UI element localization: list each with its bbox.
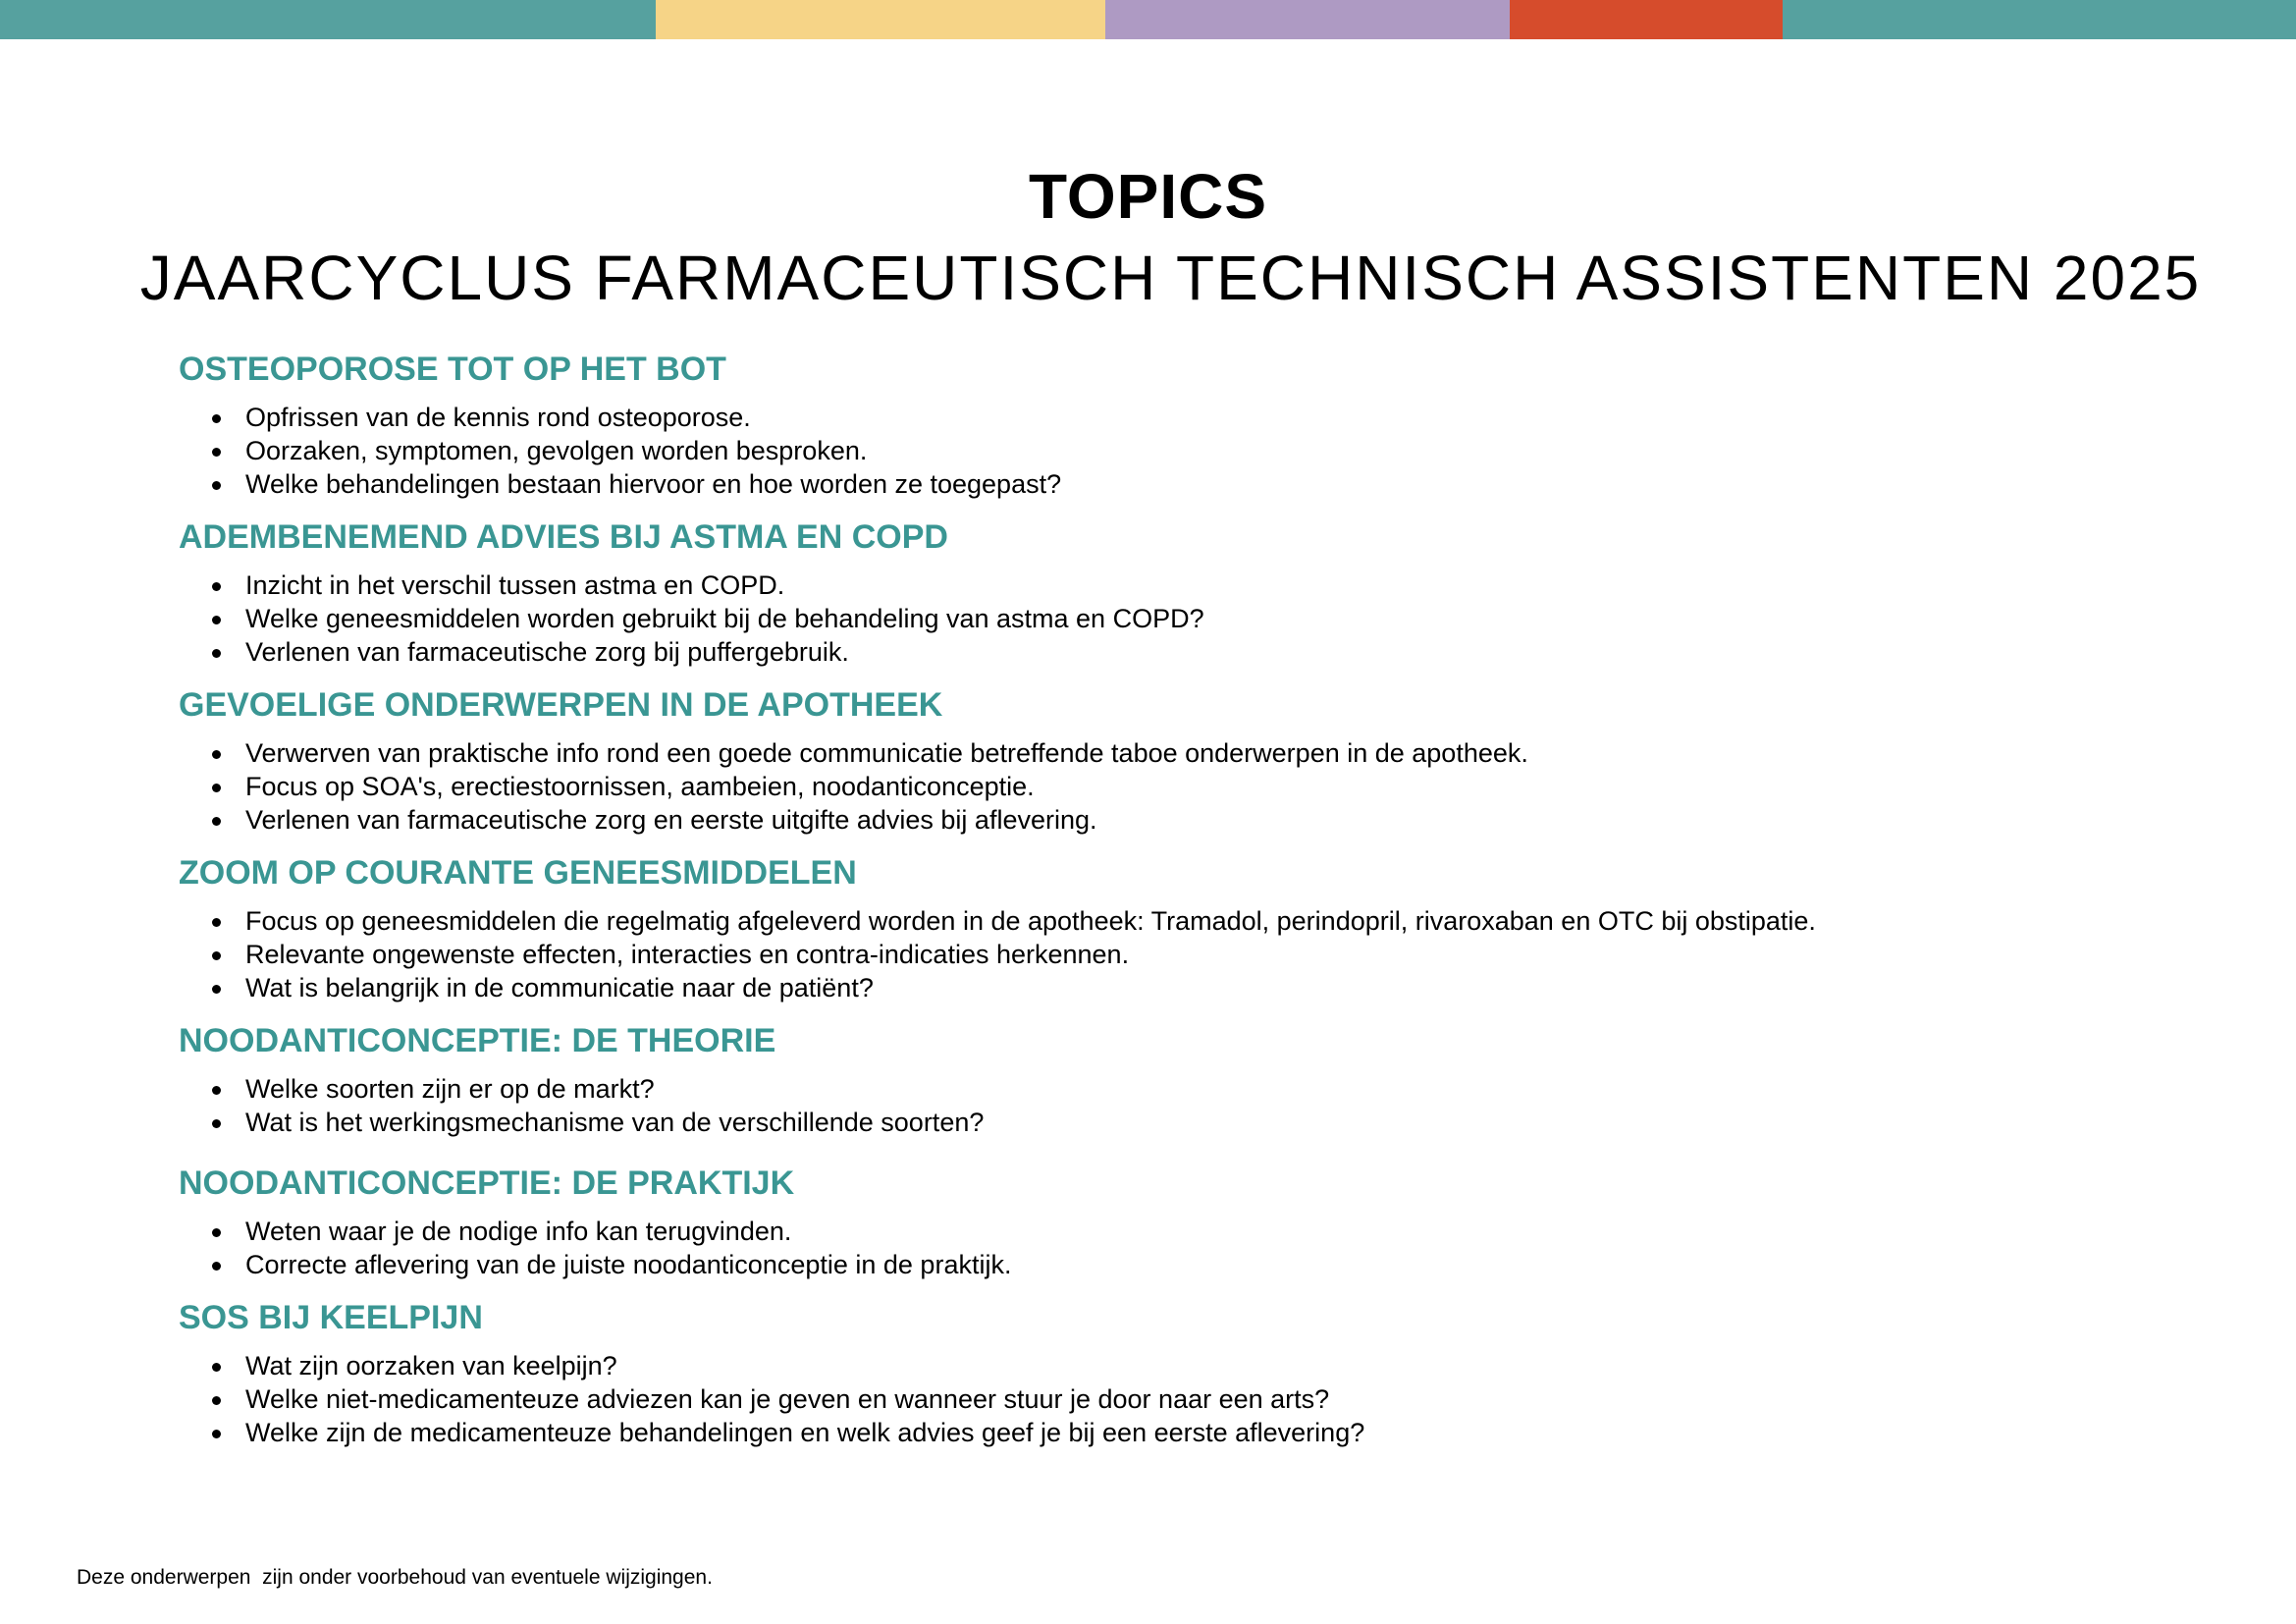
- bullet-dot-icon: [212, 1396, 221, 1405]
- bullet-dot-icon: [212, 1363, 221, 1372]
- bullet-dot-icon: [212, 1119, 221, 1128]
- bullet-item: [208, 401, 2142, 434]
- bullet-text: Verwerven van praktische info rond een goede communicatie betreffende taboe onderwerpen in de apotheek.: [245, 738, 1528, 768]
- color-bar-segment-yellow: [656, 0, 1105, 39]
- bullet-item: [208, 770, 2142, 803]
- top-color-bar: [0, 0, 2296, 39]
- bullet-dot-icon: [212, 616, 221, 624]
- bullet-list: [179, 1349, 2142, 1449]
- bullet-text: Relevante ongewenste effecten, interacties en contra-indicaties herkennen.: [245, 940, 1130, 969]
- bullet-item: [208, 1349, 2142, 1382]
- topic-section: [179, 514, 2142, 669]
- bullet-item: [208, 904, 2142, 938]
- bullet-dot-icon: [212, 414, 221, 423]
- section-heading: ADEMBENEMEND ADVIES BIJ ASTMA EN COPD: [179, 518, 948, 556]
- bullet-item: [208, 602, 2142, 635]
- bullet-item: [208, 971, 2142, 1004]
- disclaimer-note: Deze onderwerpen zijn onder voorbehoud van eventuele wijzigingen.: [77, 1566, 713, 1589]
- topic-section: [179, 1017, 2142, 1139]
- bullet-dot-icon: [212, 784, 221, 792]
- bullet-dot-icon: [212, 918, 221, 927]
- bullet-text: Welke niet-medicamenteuze adviezen kan je geven en wanneer stuur je door naar een arts?: [245, 1384, 1330, 1414]
- bullet-dot-icon: [212, 750, 221, 759]
- section-heading: NOODANTICONCEPTIE: DE THEORIE: [179, 1022, 776, 1059]
- topic-section: [179, 1294, 2142, 1449]
- section-heading: NOODANTICONCEPTIE: DE PRAKTIJK: [179, 1164, 795, 1202]
- bullet-list: [179, 736, 2142, 837]
- bullet-item: [208, 938, 2142, 971]
- topic-section: [179, 681, 2142, 837]
- bullet-dot-icon: [212, 817, 221, 826]
- color-bar-segment-red: [1510, 0, 1783, 39]
- bullet-text: Opfrissen van de kennis rond osteoporose.: [245, 403, 751, 432]
- bullet-item: [208, 1215, 2142, 1248]
- bullet-item: [208, 1248, 2142, 1281]
- bullet-dot-icon: [212, 985, 221, 994]
- topic-section: [179, 1160, 2142, 1281]
- topic-section: [179, 346, 2142, 501]
- bullet-text: Weten waar je de nodige info kan terugvinden.: [245, 1217, 792, 1246]
- page-subtitle: JAARCYCLUS FARMACEUTISCH TECHNISCH ASSISTENTEN 2025: [139, 243, 2202, 313]
- color-bar-segment-teal: [0, 0, 656, 39]
- bullet-list: [179, 904, 2142, 1004]
- bullet-item: [208, 1382, 2142, 1416]
- topics-list: [179, 346, 2142, 1449]
- page-title: TOPICS: [1028, 161, 1268, 232]
- bullet-item: [208, 1106, 2142, 1139]
- bullet-text: Verlenen van farmaceutische zorg bij puffergebruik.: [245, 637, 849, 667]
- bullet-dot-icon: [212, 582, 221, 591]
- color-bar-segment-purple: [1105, 0, 1510, 39]
- bullet-text: Correcte aflevering van de juiste noodanticonceptie in de praktijk.: [245, 1250, 1012, 1279]
- bullet-item: [208, 1072, 2142, 1106]
- color-bar-segment-teal-end: [1783, 0, 2296, 39]
- bullet-text: Wat is belangrijk in de communicatie naar de patiënt?: [245, 973, 874, 1002]
- bullet-text: Oorzaken, symptomen, gevolgen worden besproken.: [245, 436, 868, 465]
- bullet-item: [208, 1416, 2142, 1449]
- bullet-text: Inzicht in het verschil tussen astma en COPD.: [245, 570, 785, 600]
- topic-section: [179, 849, 2142, 1004]
- bullet-text: Wat is het werkingsmechanisme van de verschillende soorten?: [245, 1108, 985, 1137]
- bullet-item: [208, 635, 2142, 669]
- bullet-dot-icon: [212, 448, 221, 457]
- bullet-text: Welke behandelingen bestaan hiervoor en hoe worden ze toegepast?: [245, 469, 1062, 499]
- bullet-text: Wat zijn oorzaken van keelpijn?: [245, 1351, 617, 1380]
- bullet-dot-icon: [212, 1430, 221, 1438]
- bullet-dot-icon: [212, 1228, 221, 1237]
- bullet-dot-icon: [212, 481, 221, 490]
- bullet-item: [208, 434, 2142, 467]
- bullet-dot-icon: [212, 1262, 221, 1271]
- bullet-item: [208, 803, 2142, 837]
- bullet-list: [179, 568, 2142, 669]
- section-heading: SOS BIJ KEELPIJN: [179, 1299, 483, 1336]
- bullet-text: Welke soorten zijn er op de markt?: [245, 1074, 655, 1104]
- bullet-list: [179, 401, 2142, 501]
- section-heading: OSTEOPOROSE TOT OP HET BOT: [179, 351, 726, 388]
- bullet-text: Welke zijn de medicamenteuze behandelingen en welk advies geef je bij een eerste aflevering?: [245, 1418, 1365, 1447]
- bullet-dot-icon: [212, 1086, 221, 1095]
- bullet-list: [179, 1215, 2142, 1281]
- bullet-list: [179, 1072, 2142, 1139]
- bullet-text: Welke geneesmiddelen worden gebruikt bij de behandeling van astma en COPD?: [245, 604, 1204, 633]
- bullet-dot-icon: [212, 951, 221, 960]
- bullet-text: Focus op SOA's, erectiestoornissen, aambeien, noodanticonceptie.: [245, 772, 1035, 801]
- bullet-item: [208, 568, 2142, 602]
- bullet-dot-icon: [212, 649, 221, 658]
- bullet-item: [208, 467, 2142, 501]
- section-heading: ZOOM OP COURANTE GENEESMIDDELEN: [179, 854, 857, 892]
- bullet-item: [208, 736, 2142, 770]
- bullet-text: Verlenen van farmaceutische zorg en eerste uitgifte advies bij aflevering.: [245, 805, 1097, 835]
- bullet-text: Focus op geneesmiddelen die regelmatig afgeleverd worden in de apotheek: Tramadol, perindopril, rivaroxaban en OTC bij obstipatie.: [245, 906, 1816, 936]
- section-heading: GEVOELIGE ONDERWERPEN IN DE APOTHEEK: [179, 686, 943, 724]
